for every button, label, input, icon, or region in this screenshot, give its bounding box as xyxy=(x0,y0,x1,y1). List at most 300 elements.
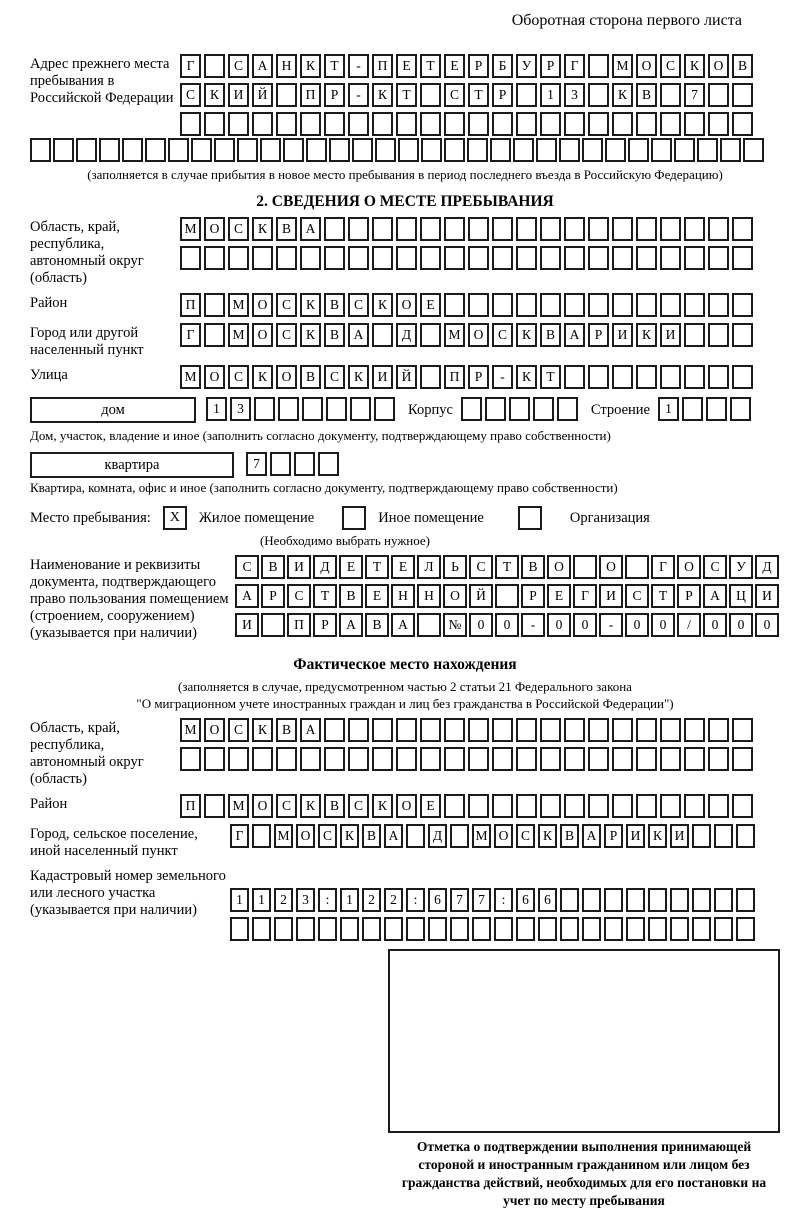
form-cell xyxy=(228,747,249,771)
stay-type-checkbox-org xyxy=(518,506,542,530)
form-cell: С xyxy=(660,54,681,78)
form-cell xyxy=(564,293,585,317)
form-cell xyxy=(714,917,733,941)
form-cell xyxy=(697,138,718,162)
form-cell xyxy=(420,365,441,389)
form-cell xyxy=(684,112,705,136)
form-cell xyxy=(540,293,561,317)
form-cell: 1 xyxy=(206,397,227,421)
form-cell: О xyxy=(252,293,273,317)
form-cell: У xyxy=(729,555,753,579)
city-field xyxy=(30,323,780,359)
form-cell xyxy=(362,917,381,941)
form-cell: К xyxy=(348,365,369,389)
form-cell: С xyxy=(276,323,297,347)
form-cell: В xyxy=(732,54,753,78)
house-cells xyxy=(206,397,398,421)
form-cell: П xyxy=(372,54,393,78)
form-cell xyxy=(372,718,393,742)
form-cell xyxy=(278,397,299,421)
form-cell xyxy=(582,888,601,912)
fact-region-label: Область, край, республика, автономный округ (область) xyxy=(30,720,144,787)
form-cell xyxy=(612,718,633,742)
form-cell xyxy=(714,824,733,848)
form-cell xyxy=(468,718,489,742)
fact-region-row-2 xyxy=(180,747,780,771)
form-cell xyxy=(270,452,291,476)
document-row-1 xyxy=(235,555,780,579)
form-cell: 2 xyxy=(274,888,293,912)
form-cell: М xyxy=(180,217,201,241)
form-cell xyxy=(540,718,561,742)
region-row-2 xyxy=(180,246,780,270)
form-cell xyxy=(228,246,249,270)
form-cell: П xyxy=(180,794,201,818)
form-cell: Е xyxy=(420,794,441,818)
form-cell xyxy=(636,217,657,241)
form-cell xyxy=(260,138,281,162)
form-cell xyxy=(326,397,347,421)
form-cell xyxy=(352,138,373,162)
form-cell xyxy=(684,718,705,742)
form-cell: 7 xyxy=(684,83,705,107)
form-cell xyxy=(692,888,711,912)
form-cell xyxy=(708,293,729,317)
form-cell: - xyxy=(492,365,513,389)
form-cell: М xyxy=(228,794,249,818)
korpus-label: Корпус xyxy=(408,402,453,418)
form-cell: Е xyxy=(391,555,415,579)
form-cell: С xyxy=(324,365,345,389)
form-cell: А xyxy=(582,824,601,848)
form-cell xyxy=(538,917,557,941)
form-cell: К xyxy=(636,323,657,347)
form-cell xyxy=(564,365,585,389)
form-cell: М xyxy=(228,323,249,347)
form-cell xyxy=(145,138,166,162)
form-cell xyxy=(420,112,441,136)
form-cell xyxy=(122,138,143,162)
form-cell xyxy=(396,747,417,771)
form-cell xyxy=(516,217,537,241)
house-row xyxy=(30,397,780,426)
form-cell: 1 xyxy=(540,83,561,107)
form-cell xyxy=(509,397,530,421)
form-cell: А xyxy=(384,824,403,848)
form-cell: Й xyxy=(252,83,273,107)
form-cell: К xyxy=(252,718,273,742)
form-cell: : xyxy=(406,888,425,912)
fact-district-row xyxy=(180,794,780,818)
form-cell xyxy=(582,138,603,162)
form-cell xyxy=(516,83,537,107)
form-cell xyxy=(684,794,705,818)
form-cell xyxy=(406,824,425,848)
form-cell: Т xyxy=(324,54,345,78)
form-cell xyxy=(329,138,350,162)
form-cell: Г xyxy=(564,54,585,78)
form-cell xyxy=(261,613,285,637)
form-cell xyxy=(660,747,681,771)
stay-type-option-zhiloe: Жилое помещение xyxy=(198,509,315,526)
form-cell xyxy=(588,217,609,241)
form-cell xyxy=(732,217,753,241)
form-cell: В xyxy=(636,83,657,107)
form-cell xyxy=(204,54,225,78)
form-cell xyxy=(468,217,489,241)
cadastre-field xyxy=(30,866,780,941)
form-cell: Р xyxy=(313,613,337,637)
form-cell: О xyxy=(252,794,273,818)
form-cell: С xyxy=(348,794,369,818)
form-cell xyxy=(564,246,585,270)
form-cell: Т xyxy=(468,83,489,107)
form-cell xyxy=(324,217,345,241)
form-cell: Д xyxy=(428,824,447,848)
form-cell: В xyxy=(362,824,381,848)
form-cell: Е xyxy=(420,293,441,317)
form-cell xyxy=(625,555,649,579)
apartment-box: квартира xyxy=(30,452,234,478)
form-cell xyxy=(736,888,755,912)
section2-title: 2. СВЕДЕНИЯ О МЕСТЕ ПРЕБЫВАНИЯ xyxy=(256,193,554,210)
form-cell xyxy=(300,112,321,136)
form-cell xyxy=(444,217,465,241)
form-cell: Е xyxy=(365,584,389,608)
fact-city-field xyxy=(30,824,780,860)
form-cell: - xyxy=(348,83,369,107)
form-cell: 0 xyxy=(703,613,727,637)
form-cell xyxy=(605,138,626,162)
form-cell: М xyxy=(180,365,201,389)
form-cell: К xyxy=(252,365,273,389)
form-cell xyxy=(406,917,425,941)
form-cell xyxy=(732,365,753,389)
form-cell xyxy=(660,718,681,742)
form-cell: К xyxy=(204,83,225,107)
form-cell: К xyxy=(252,217,273,241)
form-cell: И xyxy=(660,323,681,347)
form-cell: С xyxy=(228,217,249,241)
form-cell: А xyxy=(339,613,363,637)
form-cell xyxy=(204,293,225,317)
form-cell xyxy=(348,718,369,742)
form-cell xyxy=(348,217,369,241)
form-cell xyxy=(660,112,681,136)
form-cell xyxy=(348,246,369,270)
city-label: Город или другой населенный пункт xyxy=(30,325,144,358)
form-cell xyxy=(684,293,705,317)
form-cell xyxy=(743,138,764,162)
form-cell xyxy=(252,917,271,941)
form-cell xyxy=(444,747,465,771)
prev-address-field xyxy=(30,54,780,136)
form-cell: С xyxy=(228,54,249,78)
form-cell xyxy=(612,365,633,389)
form-cell: И xyxy=(372,365,393,389)
form-cell: Д xyxy=(313,555,337,579)
form-cell xyxy=(254,397,275,421)
form-cell xyxy=(660,83,681,107)
form-cell xyxy=(533,397,554,421)
form-cell: 6 xyxy=(538,888,557,912)
form-cell xyxy=(324,747,345,771)
form-cell xyxy=(674,138,695,162)
street-row xyxy=(180,365,780,389)
form-cell: В xyxy=(339,584,363,608)
form-cell xyxy=(708,323,729,347)
form-cell: 1 xyxy=(340,888,359,912)
form-cell xyxy=(588,718,609,742)
form-cell: Г xyxy=(573,584,597,608)
form-cell xyxy=(396,718,417,742)
form-cell: С xyxy=(318,824,337,848)
form-cell xyxy=(612,112,633,136)
form-cell: И xyxy=(228,83,249,107)
form-cell xyxy=(495,584,519,608)
form-cell xyxy=(420,246,441,270)
form-cell xyxy=(516,293,537,317)
stroenie-cells xyxy=(658,397,754,421)
form-cell xyxy=(204,323,225,347)
form-cell xyxy=(536,138,557,162)
form-cell xyxy=(444,794,465,818)
actual-location-title: Фактическое место нахождения xyxy=(293,656,517,673)
form-cell xyxy=(516,917,535,941)
form-cell: К xyxy=(340,824,359,848)
form-cell xyxy=(732,747,753,771)
form-cell: 0 xyxy=(625,613,649,637)
form-cell: С xyxy=(703,555,727,579)
form-cell xyxy=(692,917,711,941)
form-cell xyxy=(588,112,609,136)
form-cell xyxy=(468,794,489,818)
form-cell: Т xyxy=(420,54,441,78)
form-cell: 1 xyxy=(230,888,249,912)
form-cell: И xyxy=(235,613,259,637)
form-cell xyxy=(252,246,273,270)
form-cell: Р xyxy=(540,54,561,78)
stroenie-label: Строение xyxy=(590,402,650,418)
form-cell xyxy=(468,293,489,317)
form-cell xyxy=(588,83,609,107)
form-cell xyxy=(300,747,321,771)
form-cell xyxy=(564,718,585,742)
city-row xyxy=(180,323,780,347)
form-cell xyxy=(648,888,667,912)
form-cell xyxy=(421,138,442,162)
form-cell xyxy=(444,138,465,162)
form-cell xyxy=(708,217,729,241)
form-cell: А xyxy=(235,584,259,608)
form-cell: О xyxy=(276,365,297,389)
form-cell xyxy=(180,112,201,136)
form-cell: Г xyxy=(230,824,249,848)
form-cell xyxy=(492,794,513,818)
form-cell xyxy=(706,397,727,421)
form-cell: С xyxy=(348,293,369,317)
stay-type-checkbox-zhiloe: X xyxy=(163,506,187,530)
form-cell: Т xyxy=(313,584,337,608)
form-cell: К xyxy=(538,824,557,848)
form-cell xyxy=(276,112,297,136)
fact-city-row xyxy=(230,824,780,848)
actual-location-note-1: (заполняется в случае, предусмотренном частью 2 статьи 21 Федерального закона xyxy=(178,679,632,694)
form-cell xyxy=(588,246,609,270)
form-cell xyxy=(191,138,212,162)
prev-address-label: Адрес прежнего места пребывания в Российской Федерации xyxy=(30,56,174,106)
form-cell xyxy=(450,824,469,848)
form-cell xyxy=(283,138,304,162)
form-cell xyxy=(684,365,705,389)
form-cell: М xyxy=(228,293,249,317)
form-cell: О xyxy=(636,54,657,78)
form-cell xyxy=(492,217,513,241)
form-cell: 0 xyxy=(547,613,571,637)
fact-district-field xyxy=(30,794,780,818)
form-cell xyxy=(374,397,395,421)
form-cell xyxy=(588,54,609,78)
form-cell xyxy=(540,112,561,136)
apartment-row xyxy=(30,452,780,478)
form-cell xyxy=(714,888,733,912)
form-cell xyxy=(294,452,315,476)
form-cell xyxy=(468,246,489,270)
street-label: Улица xyxy=(30,367,68,383)
form-cell xyxy=(274,917,293,941)
form-cell: Г xyxy=(651,555,675,579)
form-cell: О xyxy=(296,824,315,848)
prev-address-note: (заполняется в случае прибытия в новое место пребывания в период последнего въезда в Российскую Федерацию) xyxy=(87,167,723,182)
form-cell xyxy=(420,323,441,347)
form-cell: У xyxy=(516,54,537,78)
form-cell xyxy=(516,112,537,136)
form-cell xyxy=(682,397,703,421)
form-cell: Л xyxy=(417,555,441,579)
form-cell: Р xyxy=(468,54,489,78)
form-cell xyxy=(564,112,585,136)
form-cell: О xyxy=(396,293,417,317)
form-cell: 6 xyxy=(428,888,447,912)
form-cell: В xyxy=(276,718,297,742)
form-cell: / xyxy=(677,613,701,637)
form-cell xyxy=(490,138,511,162)
form-cell xyxy=(582,917,601,941)
form-cell: И xyxy=(670,824,689,848)
form-cell: О xyxy=(204,365,225,389)
form-cell xyxy=(684,323,705,347)
form-cell xyxy=(372,112,393,136)
page-header: Оборотная сторона первого листа xyxy=(511,12,742,29)
form-cell xyxy=(492,747,513,771)
form-cell xyxy=(468,747,489,771)
form-cell: Ь xyxy=(443,555,467,579)
form-cell xyxy=(736,917,755,941)
form-cell xyxy=(730,397,751,421)
form-cell: 7 xyxy=(472,888,491,912)
form-cell: М xyxy=(444,323,465,347)
form-cell xyxy=(296,917,315,941)
form-cell: О xyxy=(708,54,729,78)
stay-type-option-inoe: Иное помещение xyxy=(378,509,484,526)
form-cell xyxy=(350,397,371,421)
form-cell: К xyxy=(300,54,321,78)
form-cell xyxy=(204,747,225,771)
form-cell xyxy=(492,293,513,317)
form-cell xyxy=(444,718,465,742)
form-cell: С xyxy=(287,584,311,608)
form-cell xyxy=(660,246,681,270)
form-cell: Е xyxy=(444,54,465,78)
form-cell xyxy=(612,794,633,818)
form-cell xyxy=(204,794,225,818)
form-cell xyxy=(732,293,753,317)
stay-type-row xyxy=(30,506,780,530)
form-cell xyxy=(324,246,345,270)
form-cell xyxy=(626,888,645,912)
form-cell: Д xyxy=(755,555,779,579)
form-cell xyxy=(398,138,419,162)
actual-location-note-2: "О миграционном учете иностранных граждан и лиц без гражданства в Российской Федерации") xyxy=(136,696,674,711)
form-cell: О xyxy=(677,555,701,579)
form-cell xyxy=(324,718,345,742)
form-cell xyxy=(560,917,579,941)
prev-address-row-4 xyxy=(30,138,780,162)
form-cell xyxy=(444,246,465,270)
form-cell: 0 xyxy=(755,613,779,637)
form-cell xyxy=(636,293,657,317)
form-cell xyxy=(204,112,225,136)
form-cell: О xyxy=(204,217,225,241)
form-cell: Р xyxy=(588,323,609,347)
form-cell xyxy=(468,112,489,136)
district-field xyxy=(30,293,780,317)
form-cell: 6 xyxy=(516,888,535,912)
confirmation-stamp-box xyxy=(388,949,780,1133)
form-cell xyxy=(372,323,393,347)
document-field xyxy=(30,555,780,642)
form-cell: Г xyxy=(180,54,201,78)
form-cell xyxy=(318,917,337,941)
korpus-cells xyxy=(461,397,581,421)
form-cell xyxy=(604,888,623,912)
form-cell: Р xyxy=(521,584,545,608)
form-cell: Р xyxy=(468,365,489,389)
form-cell xyxy=(417,613,441,637)
form-cell xyxy=(612,293,633,317)
form-cell: О xyxy=(396,794,417,818)
district-label: Район xyxy=(30,295,68,311)
form-cell: М xyxy=(472,824,491,848)
form-cell xyxy=(612,217,633,241)
form-cell xyxy=(684,246,705,270)
form-cell: Г xyxy=(180,323,201,347)
form-cell: Р xyxy=(604,824,623,848)
form-cell: 3 xyxy=(296,888,315,912)
form-cell xyxy=(588,293,609,317)
form-cell: В xyxy=(276,217,297,241)
form-cell xyxy=(708,112,729,136)
form-cell xyxy=(168,138,189,162)
document-label: Наименование и реквизиты документа, подтверждающего право пользования помещением (строением, сооружением) (указывается при наличии) xyxy=(30,557,229,641)
form-cell xyxy=(372,747,393,771)
form-cell xyxy=(516,246,537,270)
form-cell: И xyxy=(287,555,311,579)
form-cell xyxy=(516,747,537,771)
form-cell xyxy=(420,747,441,771)
form-cell xyxy=(204,246,225,270)
form-cell xyxy=(708,83,729,107)
